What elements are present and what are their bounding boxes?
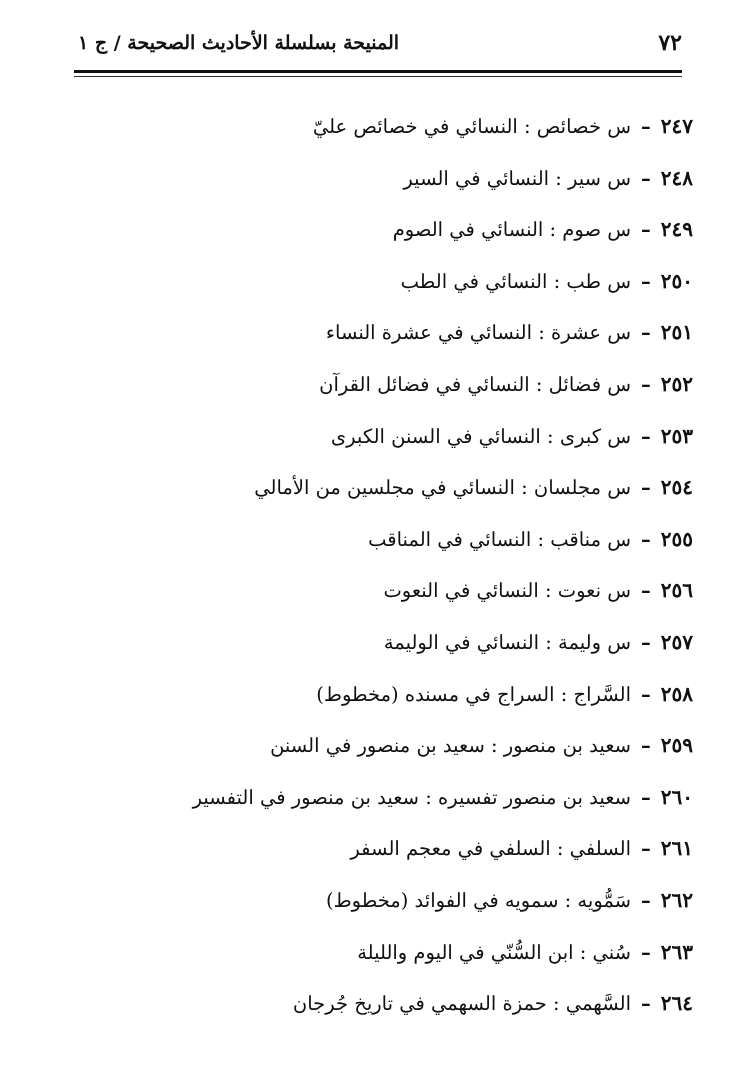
list-item (93, 203, 693, 255)
entry-text: س وليمة : النسائي في الوليمة (383, 630, 632, 654)
entry-dash: – (641, 630, 651, 654)
page-header (78, 26, 682, 62)
entry-number: ٢٥٥ (660, 526, 693, 551)
entry-number: ٢٤٧ (660, 114, 693, 138)
list-item (93, 926, 693, 978)
entry-number: ٢٥٢ (660, 371, 693, 396)
entry-number: ٢٤٩ (660, 217, 693, 242)
entry-number: ٢٦٠ (660, 784, 693, 809)
entry-number: ٢٥٠ (660, 268, 693, 293)
entry-dash: – (641, 424, 651, 448)
entry-dash: – (641, 785, 651, 809)
entry-text: السلفي : السلفي في معجم السفر (350, 837, 632, 861)
entry-dash: – (641, 888, 651, 912)
entry-number: ٢٥٣ (660, 423, 693, 448)
list-item (93, 306, 693, 358)
list-item (93, 668, 693, 720)
entry-dash: – (641, 321, 651, 345)
entry-text: السَّراج : السراج في مسنده (مخطوط) (316, 682, 632, 706)
entry-dash: – (641, 992, 651, 1016)
list-item (93, 874, 693, 926)
entry-number: ٢٦٤ (660, 991, 693, 1016)
entry-number: ٢٦٣ (660, 939, 693, 964)
entry-number: ٢٥٤ (660, 475, 693, 500)
entry-text: سعيد بن منصور تفسيره : سعيد بن منصور في التفسير (192, 785, 632, 809)
entry-number: ٢٥١ (660, 320, 693, 345)
entry-text: س عشرة : النسائي في عشرة النساء (325, 321, 632, 345)
list-item (93, 977, 693, 1029)
entry-dash: – (641, 940, 651, 964)
entry-dash: – (641, 166, 651, 190)
entry-number: ٢٥٩ (660, 733, 693, 758)
entry-text: س فضائل : النسائي في فضائل القرآن (319, 372, 632, 396)
entry-dash: – (641, 579, 651, 603)
entry-text: سَمُّويه : سمويه في الفوائد (مخطوط) (326, 888, 632, 912)
list-item (93, 461, 693, 513)
list-item (93, 513, 693, 565)
list-item (93, 100, 693, 152)
list-item (93, 410, 693, 462)
entry-dash: – (641, 218, 651, 242)
entry-number: ٢٦٢ (660, 887, 693, 912)
abbreviation-list (93, 100, 693, 1029)
entry-text: س مناقب : النسائي في المناقب (368, 527, 632, 551)
entry-text: السَّهمي : حمزة السهمي في تاريخ جُرجان (292, 992, 632, 1016)
entry-text: س سير : النسائي في السير (403, 166, 632, 190)
entry-dash: – (641, 527, 651, 551)
list-item (93, 822, 693, 874)
entry-text: س صوم : النسائي في الصوم (392, 218, 632, 242)
entry-dash: – (641, 734, 651, 758)
list-item (93, 564, 693, 616)
entry-text: س كبرى : النسائي في السنن الكبرى (330, 424, 632, 448)
entry-text: سُني : ابن السُّنّي في اليوم والليلة (357, 940, 632, 964)
list-item (93, 358, 693, 410)
running-title: المنيحة بسلسلة الأحاديث الصحيحة / ج ١ (78, 32, 400, 54)
entry-text: سعيد بن منصور : سعيد بن منصور في السنن (270, 734, 632, 758)
entry-text: س طب : النسائي في الطب (400, 269, 632, 293)
entry-dash: – (641, 269, 651, 293)
entry-text: س خصائص : النسائي في خصائص عليّ (312, 115, 632, 138)
header-rule-thick (74, 70, 682, 73)
entry-number: ٢٦١ (660, 836, 693, 861)
header-rule-thin (74, 76, 682, 77)
entry-dash: – (641, 476, 651, 500)
list-item (93, 719, 693, 771)
entry-dash: – (641, 837, 651, 861)
entry-number: ٢٥٧ (660, 629, 693, 654)
entry-number: ٢٤٨ (660, 165, 693, 190)
entry-number: ٢٥٦ (660, 578, 693, 603)
entry-dash: – (641, 115, 651, 138)
list-item (93, 152, 693, 204)
entry-text: س مجلسان : النسائي في مجلسين من الأمالي (254, 476, 632, 500)
page-number: ٧٢ (658, 30, 682, 56)
entry-text: س نعوت : النسائي في النعوت (383, 579, 632, 603)
list-item (93, 616, 693, 668)
entry-dash: – (641, 682, 651, 706)
entry-dash: – (641, 372, 651, 396)
list-item (93, 771, 693, 823)
entry-number: ٢٥٨ (660, 681, 693, 706)
list-item (93, 255, 693, 307)
